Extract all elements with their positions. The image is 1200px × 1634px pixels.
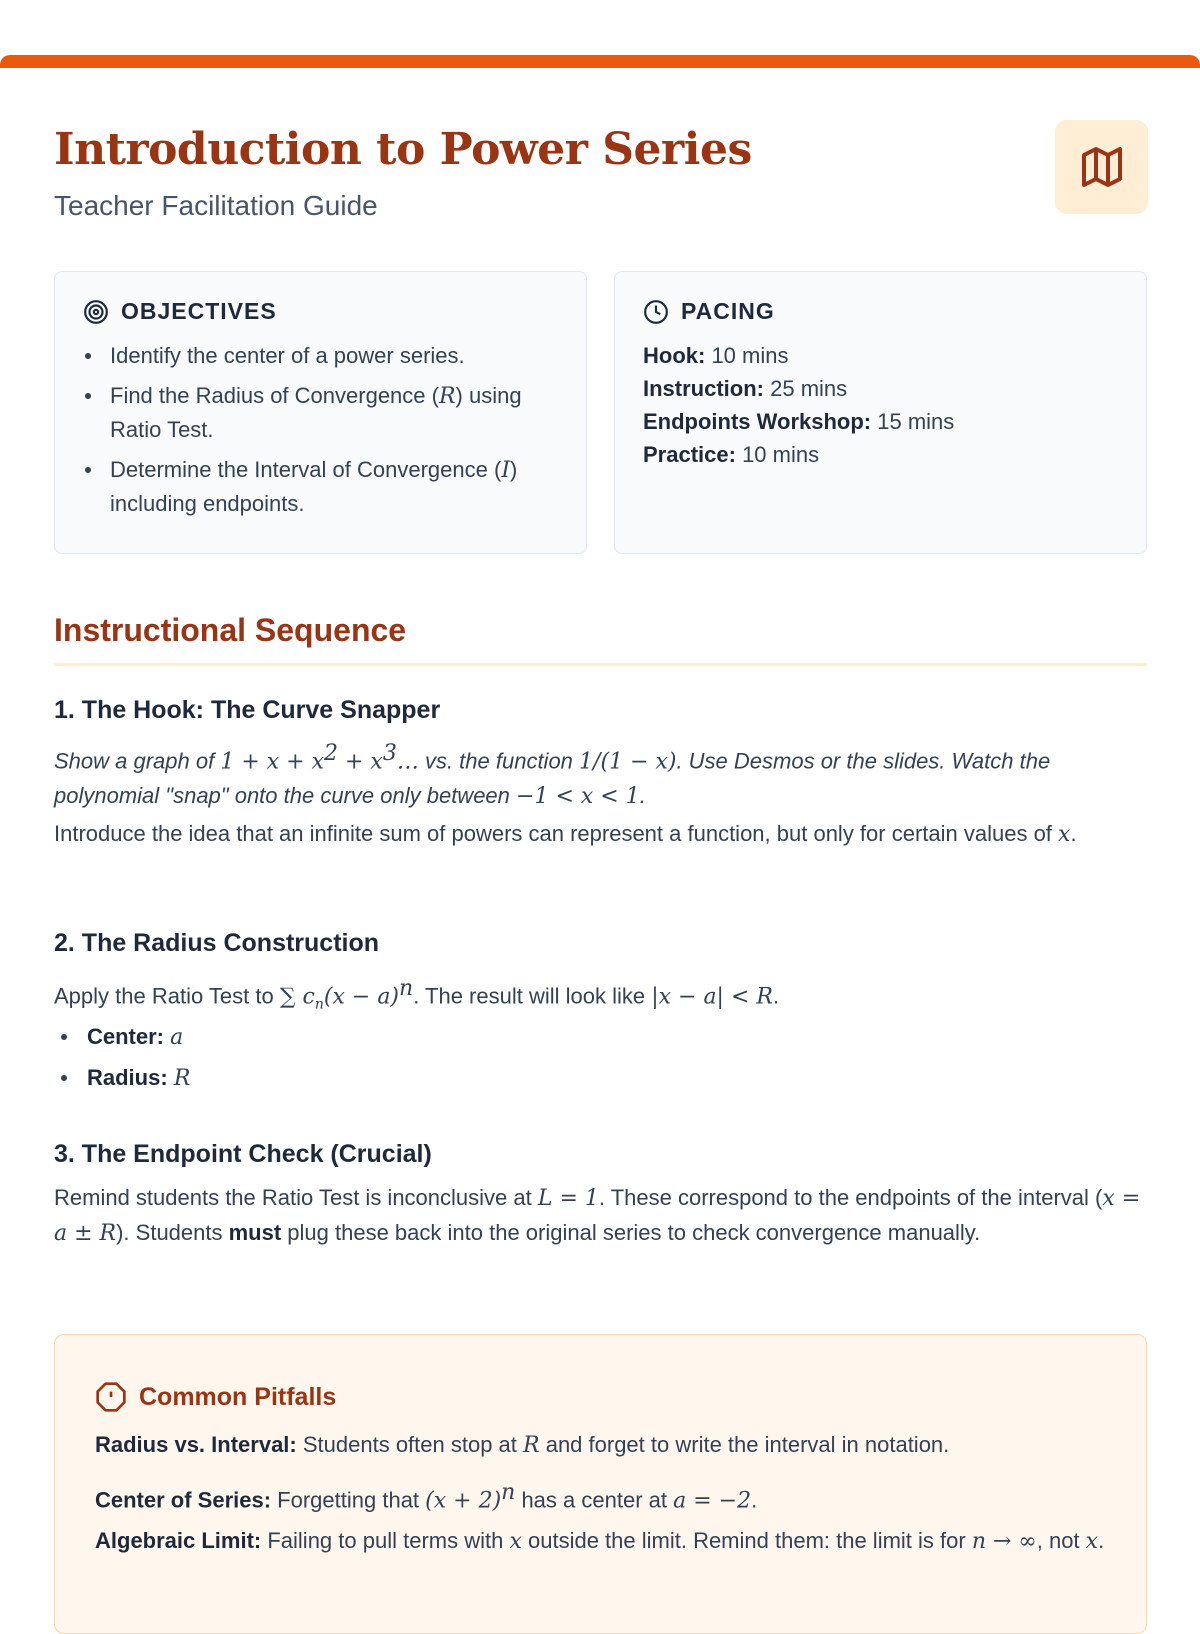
- text-run: . Use Desmos or the slides. Watch the polynomial "snap" onto the curve only between: [54, 748, 1051, 808]
- text-run: Failing to pull terms with: [261, 1528, 510, 1553]
- text-run: Hook:: [643, 343, 706, 368]
- text-run: …: [396, 749, 419, 775]
- text-run: has a center at: [515, 1487, 674, 1513]
- text-run: n: [314, 996, 324, 1013]
- pacing-item: [643, 339, 1118, 372]
- text-run: Apply the Ratio Test to: [54, 983, 280, 1009]
- text-run: 25 mins: [764, 376, 848, 401]
- text-run: 10 mins: [735, 442, 820, 467]
- alert-octagon-icon: [95, 1381, 127, 1413]
- text-run: R: [173, 1066, 191, 1091]
- text-run: x: [509, 1529, 522, 1554]
- pacing-item: [643, 438, 1118, 471]
- text-run: Introduce the idea that an infinite sum of powers can represent a function, but only for certain values of: [54, 821, 1059, 846]
- text-run: x: [1085, 1529, 1099, 1554]
- text-run: L = 1: [537, 1186, 599, 1211]
- text-run: x = a ± R: [54, 1186, 1141, 1246]
- text-run: .: [1070, 821, 1077, 846]
- text-run: + x: [338, 749, 383, 775]
- target-icon: [83, 299, 109, 325]
- text-run: ) including endpoints.: [110, 457, 518, 516]
- text-run: Practice:: [643, 442, 736, 467]
- step-2-paragraph: [54, 972, 1147, 1022]
- text-run: vs. the function: [418, 748, 580, 774]
- bullet-radius: [54, 1061, 190, 1095]
- text-run: plug these back into the original series to check convergence manually.: [281, 1219, 981, 1245]
- text-run: (x − a): [323, 984, 400, 1010]
- text-run: 10 mins: [705, 343, 789, 368]
- text-run: . These correspond to the endpoints of the interval (: [598, 1185, 1103, 1210]
- text-run: n: [501, 1480, 516, 1505]
- pacing-heading: PACING: [681, 298, 775, 324]
- pacing-item: [643, 405, 1118, 438]
- text-run: 15 mins: [871, 409, 955, 434]
- bullet-center: [54, 1020, 183, 1054]
- text-run: must: [228, 1219, 282, 1245]
- step-1-paragraph: [54, 817, 1147, 852]
- objective-item: [83, 339, 558, 372]
- text-run: R: [523, 1433, 540, 1458]
- text-run: n: [399, 976, 414, 1001]
- text-run: Endpoints Workshop:: [643, 409, 872, 434]
- text-run: 1/(1 − x): [579, 749, 677, 775]
- text-run: a = −2: [673, 1488, 752, 1514]
- step-2-title: 2. The Radius Construction: [54, 929, 380, 957]
- text-run: a: [170, 1025, 184, 1050]
- text-run: (x + 2): [425, 1488, 502, 1514]
- text-run: Algebraic Limit:: [95, 1528, 262, 1553]
- text-run: 3: [382, 741, 397, 766]
- map-icon: [1078, 143, 1126, 191]
- pitfall-item: [95, 1428, 1105, 1462]
- text-run: , not: [1036, 1528, 1086, 1553]
- step-3-title: 3. The Endpoint Check (Crucial): [54, 1140, 432, 1168]
- step-1-title: 1. The Hook: The Curve Snapper: [54, 696, 441, 724]
- text-run: x: [1058, 822, 1071, 847]
- text-run: outside the limit. Remind them: the limit is for: [521, 1528, 972, 1553]
- text-run: ). Students: [116, 1219, 229, 1245]
- text-run: Find the Radius of Convergence (: [110, 383, 439, 408]
- objectives-heading: OBJECTIVES: [121, 298, 277, 324]
- text-run: .: [751, 1487, 758, 1513]
- text-run: I: [501, 458, 511, 483]
- text-run: 2: [324, 741, 338, 766]
- pitfalls-heading: Common Pitfalls: [139, 1382, 337, 1411]
- text-run: Radius:: [87, 1065, 168, 1090]
- step-1-description: [54, 737, 1147, 813]
- section-heading: Instructional Sequence: [54, 612, 1147, 666]
- text-run: .: [1098, 1528, 1105, 1553]
- text-run: R: [438, 384, 456, 409]
- text-run: Radius vs. Interval:: [95, 1432, 297, 1457]
- objectives-card: [54, 271, 587, 554]
- text-run: .: [772, 983, 780, 1009]
- text-run: 1 + x + x: [220, 749, 324, 775]
- text-run: . The result will look like: [413, 983, 652, 1009]
- map-icon-badge: [1055, 120, 1148, 214]
- text-run: Forgetting that: [271, 1487, 426, 1513]
- text-run: ∑ c: [279, 984, 315, 1010]
- common-pitfalls-box: [54, 1334, 1147, 1634]
- text-run: Remind students the Ratio Test is inconclusive at: [54, 1185, 538, 1210]
- pacing-card: [614, 271, 1147, 554]
- text-run: .: [639, 782, 646, 808]
- page-title: Introduction to Power Series: [54, 124, 752, 175]
- clock-icon: [643, 299, 669, 325]
- pitfall-item: [95, 1476, 1105, 1517]
- text-run: Center of Series:: [95, 1487, 272, 1513]
- text-run: |x − a| < R: [651, 984, 773, 1010]
- text-run: n → ∞: [971, 1529, 1037, 1554]
- text-run: ) using Ratio Test.: [110, 383, 522, 442]
- text-run: Identify the center of a power series.: [110, 343, 465, 368]
- text-run: Center:: [87, 1024, 165, 1049]
- page-subtitle: Teacher Facilitation Guide: [54, 190, 378, 221]
- text-run: Show a graph of: [54, 748, 221, 774]
- accent-bar: [0, 55, 1200, 68]
- text-run: and forget to write the interval in notation.: [539, 1432, 950, 1457]
- pitfall-item: [95, 1524, 1105, 1558]
- text-run: Determine the Interval of Convergence (: [110, 457, 502, 482]
- text-run: Students often stop at: [296, 1432, 524, 1457]
- text-run: Instruction:: [643, 376, 764, 401]
- text-run: −1 < x < 1: [516, 783, 640, 809]
- pacing-item: [643, 372, 1118, 405]
- objective-item: [83, 453, 558, 520]
- step-3-paragraph: [54, 1181, 1147, 1250]
- objective-item: [83, 379, 558, 446]
